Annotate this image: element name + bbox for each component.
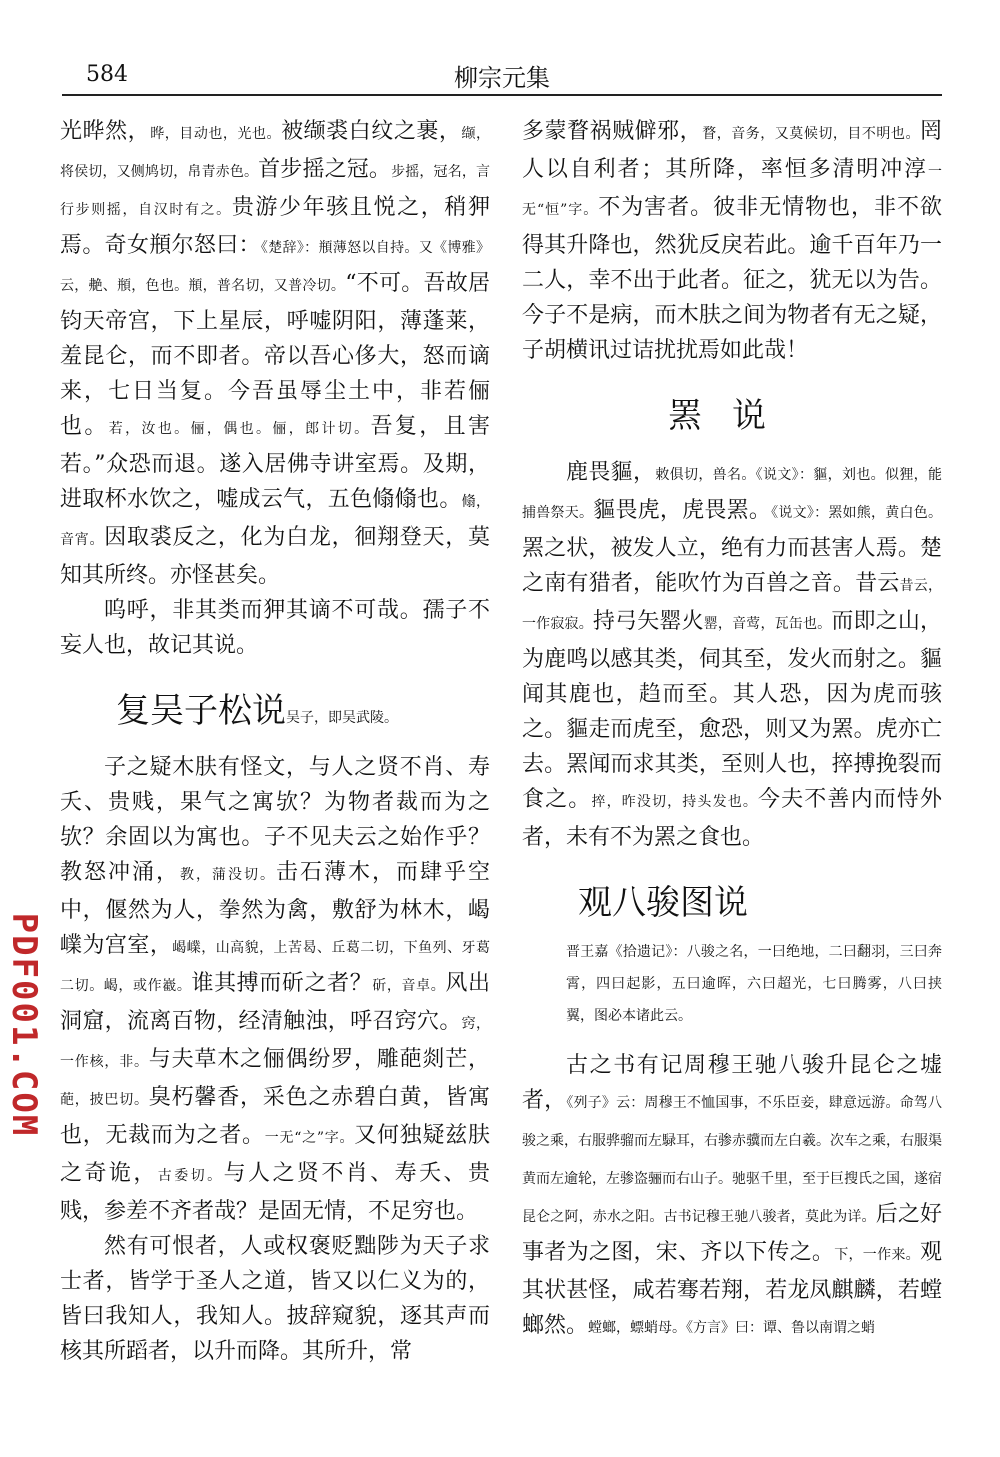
body-text: 貙畏虎，虎畏罴。: [593, 498, 772, 523]
body-text: 击石薄木，而肆乎空中，偃然为人，拳然为禽，敷舒为林木，嵑嶫为宫室，: [60, 860, 490, 958]
section-title-note: 吴子，即吴武陵。: [286, 710, 398, 726]
annotation-note: 一无“恒”字。: [522, 164, 942, 218]
annotation-note: 古委切。: [157, 1168, 224, 1184]
body-text: 后之好事者为之图，宋、齐以下传之。: [522, 1202, 942, 1265]
annotation-note: 敕俱切，兽名。《说文》：貙，刘也。似狸，能捕兽祭天。: [522, 467, 942, 521]
annotation-note: 葩，披巴切。: [60, 1092, 149, 1108]
annotation-note: 窍，一作核，非。: [60, 1016, 490, 1070]
annotation-note: 步摇，冠名，言行步则摇，自汉时有之。: [60, 164, 490, 218]
body-text: 子之疑木肤有怪文，与人之贤不肖、寿夭、贵贱，果气之寓欤？为物者裁而为之欤？余固以为寓也。子不见夫云之始作乎？教怒冲涌，: [60, 755, 490, 885]
body-text: 罔人以自利者；其所降，率恒多清明冲淳: [522, 119, 942, 182]
body-text: “不可。吾故居钧天帝宫，下上星辰，呼嘘阴阳，薄蓬莱，羞昆仑，而不即者。帝以吾心侈大，怒而谪来，七日当复。今吾虽辱尘土中，非若俪也。: [60, 271, 491, 439]
body-text: 与夫草木之俪偶纷罗，雕葩剡芒，: [148, 1047, 490, 1072]
left-column: [60, 114, 490, 1369]
section-title-pi-shuo: 罴说: [668, 396, 796, 436]
body-text: 因取裘反之，化为白龙，徊翔登天，莫知其所终。亦怪甚矣。: [60, 525, 490, 588]
annotation-note: 螳螂，螵蛸母。《方言》曰：谭、鲁以南谓之蛸: [588, 1320, 876, 1336]
body-text: 与人之贤不肖、寿夭、贵贱，参差不齐者哉？是固无情，不足穷也。: [60, 1161, 490, 1224]
body-text: 又何独疑兹肤之奇诡，: [60, 1123, 490, 1186]
right-paragraph-3: [522, 1048, 942, 1346]
annotation-note: 罂，音莺，瓦缶也。: [703, 616, 832, 632]
right-column: [522, 114, 942, 1346]
body-text: 古之书有记周穆王驰八骏升昆仑之墟者，: [522, 1053, 942, 1113]
body-text: 谁其搏而斫之者？: [191, 971, 373, 996]
annotation-note: 教，蒲没切。: [180, 867, 276, 883]
annotation-note: 《列子》云：周穆王不恤国事，不乐臣妾，肆意远游。命驾八骏之乘，右服骅骝而左騄耳，右骖赤骥而左白羲。次车之乘，右服渠黄而左逾轮，左骖盗骊而右山子。驰驱千里，至于巨搜氏之国，遂宿昆仑之阿，赤水之阳。古书记穆王驰八骏者，莫此为详。: [522, 1095, 942, 1225]
annotation-note: 晔，目动也，光也。: [150, 126, 282, 142]
annotation-note: 《说文》：罴如熊，黄白色。: [771, 505, 942, 521]
right-paragraph-2: [522, 455, 942, 855]
watermark-text: PDF001.COM: [4, 912, 44, 1138]
annotation-note: 瞀，音务，又莫候切，目不明也。: [702, 126, 920, 142]
section-title-text: 复吴子松说: [116, 691, 286, 731]
annotation-note: 捽，昨没切，持头发也。: [591, 794, 758, 810]
body-text: 首步摇之冠。: [258, 157, 392, 182]
annotation-note: 嵑嶫，山高貌，上苦曷、丘葛二切，下鱼列、牙葛二切。嵑，或作嶻。: [60, 940, 490, 994]
annotation-note: 翛，音宵。: [60, 494, 490, 548]
annotation-note: 昔云，一作寂寂。: [522, 578, 942, 632]
section-title-text: 观八骏图说: [578, 883, 748, 923]
body-text: 而即之山，为鹿鸣以感其类，伺其至，发火而射之。貙闻其鹿也，趋而至。其人恐，因为虎而骇之。貙走而虎至，愈恐，则又为罴。虎亦亡去。罴闻而求其类，至则人也，捽搏挽裂而食之。: [522, 609, 943, 812]
body-text: 吾复，且害若。”众恐而退。遂入居佛寺讲室焉。及期，进取杯水饮之，嘘成云气，五色翛翛也。: [60, 414, 490, 512]
annotation-note: 下，一作来。: [834, 1247, 920, 1263]
left-paragraph-4: 然有可恨者，人或权褒贬黜陟为天子求士者，皆学于圣人之道，皆又以仁义为的，皆曰我知人，我知人。披辞窥貌，逐其声而核其所蹈者，以升而降。其所升，常: [60, 1234, 490, 1364]
body-text: 今夫不善内而恃外者，未有不为罴之食也。: [522, 787, 942, 850]
left-paragraph-1: [60, 114, 490, 593]
page-header: [62, 62, 942, 96]
section-title-note: 晋王嘉《拾遗记》：八骏之名，一曰绝地，二曰翻羽，三曰奔霄，四曰起影，五曰逾晖，六曰超光，七曰腾雾，八曰挟翼，图必本诸此云。: [566, 944, 942, 1024]
body-text: 不为害者。彼非无情物也，非不欲得其升降也，然犹反戾若此。逾千百年乃一二人，幸不出于此者。征之，犹无以为告。今子不是病，而木肤之间为物者有无之疑，子胡横讯过诘扰扰焉如此哉！: [522, 195, 942, 363]
body-text: 持弓矢罂火: [592, 609, 704, 634]
body-text: 贵游少年骇且悦之，稍狎焉。奇女頩尔怒曰：: [60, 195, 490, 258]
watermark: [4, 900, 44, 1150]
body-text: 光晔然，: [60, 119, 151, 144]
left-paragraph-3: [60, 750, 490, 1229]
body-text: 风出洞窟，流离百物，经清触浊，呼召窍穴。: [60, 971, 490, 1034]
body-text: 多蒙瞀祸贼僻邪，: [522, 119, 703, 144]
section-title-guan-ba-jun-tu-shuo: [522, 875, 942, 924]
body-text: 观其状甚怪，咸若骞若翔，若龙凤麒麟，若螳螂然。: [522, 1240, 942, 1338]
body-text: 鹿畏貙，: [566, 460, 656, 485]
body-text: 被缬裘白纹之裹，: [281, 119, 462, 144]
page-number: 584: [86, 62, 128, 87]
body-text: 臭朽馨香，采色之赤碧白黄，皆寓也，无裁而为之者。: [60, 1085, 490, 1148]
left-paragraph-2: 呜呼，非其类而狎其谪不可哉。孺子不妄人也，故记其说。: [60, 598, 490, 658]
section-title-fu-wu-zi-song-shuo: [60, 683, 490, 732]
annotation-note: 若，汝也。俪，偶也。俪，郎计切。: [108, 421, 371, 437]
annotation-note: 斫，音卓。: [372, 978, 446, 994]
annotation-note: 一无“之”字。: [264, 1130, 355, 1146]
annotation-note: 缬，将侯切，又侧鸠切，帛青赤色。: [60, 126, 490, 180]
body-text: 罴之状，被发人立，绝有力而甚害人焉。楚之南有猎者，能吹竹为百兽之音。昔云: [522, 536, 942, 596]
book-title: 柳宗元集: [454, 64, 550, 92]
annotation-note: 《楚辞》：頩薄怒以自持。又《博雅》云，艴、頩，色也。頩，普名切，又普冷切。: [60, 240, 490, 294]
right-paragraph-1: [522, 114, 942, 368]
